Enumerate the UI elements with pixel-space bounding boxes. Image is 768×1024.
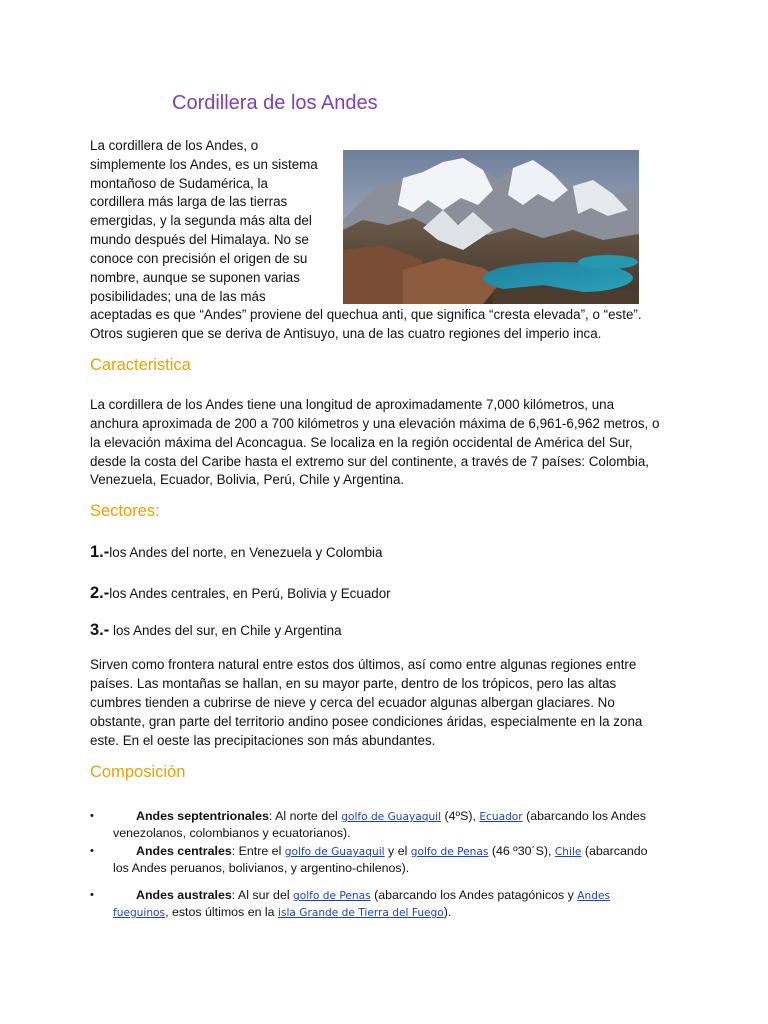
- link-golfo-de-penas[interactable]: golfo de Penas: [410, 846, 489, 858]
- bullet-icon: •: [90, 810, 94, 822]
- andes-mountain-photo: [343, 150, 639, 304]
- intro-line: cordillera más larga de las tierras: [90, 194, 288, 209]
- intro-line: conoce con precisión el origen de su: [90, 251, 308, 266]
- term: Andes septentrionales: [136, 809, 269, 823]
- intro-line: aceptadas es que “Andes” proviene del quechua anti, que significa “cresta elevada”, o “este”.: [90, 307, 642, 322]
- link-isla-grande-de-tierra-del-fuego[interactable]: isla Grande de Tierra del Fuego: [278, 907, 444, 919]
- link-golfo-de-penas[interactable]: golfo de Penas: [293, 890, 371, 902]
- paragraph-line: desde la costa del Caribe hasta el extremo sur del continente, a través de 7 países: Colombia,: [90, 454, 650, 469]
- intro-line: posibilidades; una de las más: [90, 289, 266, 304]
- sector-number: 3.-: [90, 621, 110, 639]
- paragraph-line: anchura aproximada de 200 a 700 kilómetros y una elevación máxima de 6,961-6,962 metros, o: [90, 416, 660, 431]
- paragraph-line: cumbres tienden a cubrirse de nieve y cerca del ecuador algunas albergan glaciares. No: [90, 695, 615, 710]
- link-andes-fueguinos[interactable]: fueguinos: [113, 907, 166, 919]
- section-heading-caracteristica: Caracteristica: [90, 356, 191, 374]
- intro-line: simplemente los Andes, es un sistema: [90, 157, 318, 172]
- sector-item: [90, 543, 382, 562]
- paragraph-line: países. Las montañas se hallan, en su mayor parte, dentro de los trópicos, pero las altas: [90, 676, 617, 691]
- sector-number: 2.-: [90, 584, 110, 602]
- paragraph-line: este. En el oeste las precipitaciones son más abundantes.: [90, 733, 436, 748]
- link-chile[interactable]: Chile: [554, 846, 582, 858]
- paragraph-line: la elevación máxima del Aconcagua. Se localiza en la región occidental de América del Sur,: [90, 435, 633, 450]
- intro-line: Otros sugieren que se deriva de Antisuyo, una de las cuatro regiones del imperio inca.: [90, 326, 602, 341]
- term: Andes centrales: [136, 844, 232, 858]
- intro-line: mundo después del Himalaya. No se: [90, 232, 309, 247]
- term: Andes australes: [136, 888, 232, 902]
- bullet-icon: •: [90, 889, 94, 901]
- paragraph-line: Sirven como frontera natural entre estos dos últimos, así como entre algunas regiones entre: [90, 657, 637, 672]
- paragraph-line: La cordillera de los Andes tiene una longitud de aproximadamente 7,000 kilómetros, una: [90, 397, 615, 412]
- intro-line: montañoso de Sudamérica, la: [90, 176, 268, 191]
- sector-item: [90, 621, 342, 640]
- link-golfo-de-guayaquil[interactable]: golfo de Guayaquil: [341, 811, 442, 823]
- intro-line: La cordillera de los Andes, o: [90, 138, 259, 153]
- sector-item: [90, 584, 391, 603]
- link-golfo-de-guayaquil[interactable]: golfo de Guayaquil: [284, 846, 385, 858]
- section-heading-sectores: Sectores:: [90, 502, 160, 520]
- page-title: Cordillera de los Andes: [172, 92, 378, 114]
- intro-line: nombre, aunque se suponen varias: [90, 270, 300, 285]
- link-ecuador[interactable]: Ecuador: [479, 811, 523, 823]
- document-page: Cordillera de los Andes La cordillera de los Andes, o simplemente los Andes, es un sistema montañoso de Sudamérica, la cordillera más larga de las tierras emergidas, y la segunda más alta del mundo después del Himalaya. No se conoce con precisión el origen de su nombre, aunque se suponen varias posibilidades; una de las más aceptadas es que “Andes” proviene del quechua anti, que significa “cresta elevada”, o “este”. Otros sugieren que se deriva de Antisuyo, una de las cuatro regiones del imperio inca. Caracteristica La cordillera de los Andes tiene una longitud de aproximadamente 7,000 kilómetros, una anchura aproximada de 200 a 700 kilómetros y una elevación máxima de 6,961-6,962 metros, o la elevación máxima del Aconcagua. Se localiza en la región occidental de América del Sur, desde la costa del Caribe hasta el extremo sur del continente, a través de 7 países: Colombia, Venezuela, Ecuador, Bolivia, Perú, Chile y Argentina. Sectores: 1.-los Andes del norte, en Venezuela y Colombia 2.-los Andes centrales, en Perú, Bolivia y Ecuador 3.- los Andes del sur, en Chile y Argentina Sirven como frontera natural entre estos dos últimos, así como entre algunas regiones entre países. Las montañas se hallan, en su mayor parte, dentro de los trópicos, pero las altas cumbres tienden a cubrirse de nieve y cerca del ecuador algunas albergan glaciares. No obstante, gran parte del territorio andino posee condiciones áridas, especialmente en la zona este. En el oeste las precipitaciones son más abundantes. Composición • Andes septentrionales: Al norte del golfo de Guayaquil (4ºS), Ecuador (abarcando los Andes venezolanos, colombianos y ecuatorianos). • Andes centrales: Entre el golfo de Guayaquil y el golfo de Penas (46 º30´S), Chile (abarcando los Andes peruanos, bolivianos, y argentino-chilenos). • Andes australes: Al sur del golfo de Penas (abarcando los Andes patagónicos y Andes fueguinos, estos últimos en la isla Grande de Tierra del Fuego).: [90, 92, 660, 919]
- paragraph-line: obstante, gran parte del territorio andino posee condiciones áridas, especialmente en la zona: [90, 714, 643, 729]
- intro-line: emergidas, y la segunda más alta del: [90, 213, 312, 228]
- paragraph-line: Venezuela, Ecuador, Bolivia, Perú, Chile y Argentina.: [90, 472, 405, 487]
- bullet-icon: •: [90, 845, 94, 857]
- sector-text: los Andes centrales, en Perú, Bolivia y Ecuador: [109, 586, 391, 601]
- sector-text: los Andes del norte, en Venezuela y Colombia: [109, 545, 383, 560]
- sector-number: 1.-: [90, 543, 110, 561]
- link-andes-fueguinos[interactable]: Andes: [577, 890, 611, 902]
- section-heading-composicion: Composición: [90, 763, 186, 781]
- sector-text: los Andes del sur, en Chile y Argentina: [109, 623, 342, 638]
